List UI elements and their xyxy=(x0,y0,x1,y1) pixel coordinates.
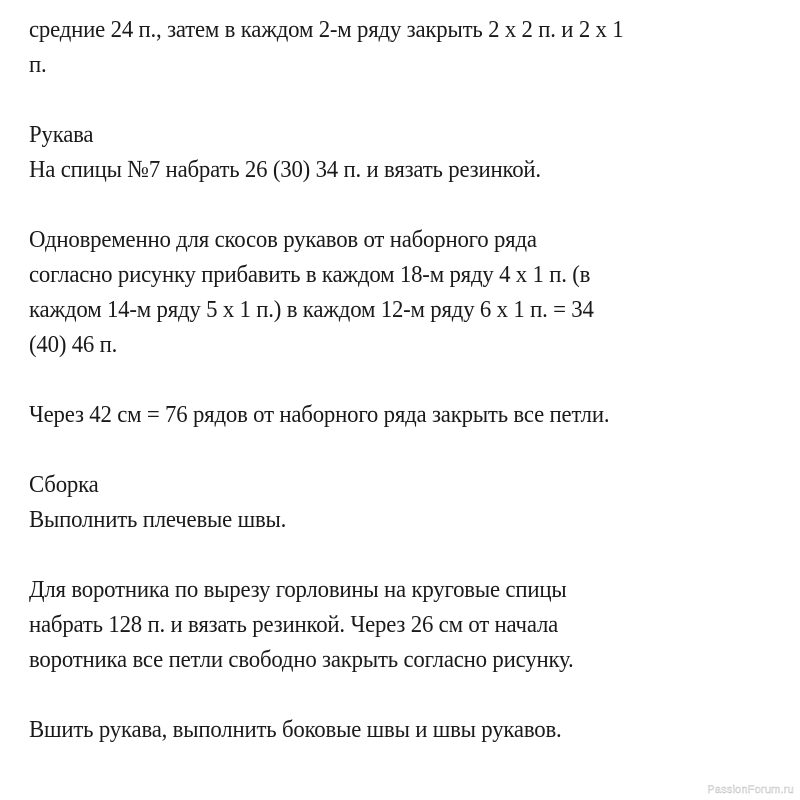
paragraph-spacer xyxy=(29,677,789,712)
watermark: PassionForum.ru xyxy=(707,784,794,796)
paragraph-final-seams xyxy=(29,712,789,747)
paragraph-bind-off xyxy=(29,397,789,432)
text-line: п. xyxy=(29,51,47,78)
text-line: Через 42 см = 76 рядов от наборного ряда закрыть все петли. xyxy=(29,401,610,428)
paragraph-spacer xyxy=(29,537,789,572)
paragraph-decreases xyxy=(29,12,789,82)
text-line: согласно рисунку прибавить в каждом 18-м ряду 4 x 1 п. (в xyxy=(29,261,591,288)
section-heading-assembly: Сборка xyxy=(29,471,99,498)
text-line: Вшить рукава, выполнить боковые швы и швы рукавов. xyxy=(29,716,562,743)
document-page xyxy=(29,12,789,747)
text-line: каждом 14-м ряду 5 x 1 п.) в каждом 12-м ряду 6 x 1 п. = 34 xyxy=(29,296,594,323)
section-assembly xyxy=(29,467,789,537)
section-heading-sleeves: Рукава xyxy=(29,121,94,148)
text-line: (40) 46 п. xyxy=(29,331,118,358)
text-line: На спицы №7 набрать 26 (30) 34 п. и вязать резинкой. xyxy=(29,156,541,183)
paragraph-spacer xyxy=(29,362,789,397)
text-line: Одновременно для скосов рукавов от наборного ряда xyxy=(29,226,537,253)
paragraph-spacer xyxy=(29,187,789,222)
paragraph-spacer xyxy=(29,82,789,117)
text-line: средние 24 п., затем в каждом 2-м ряду закрыть 2 x 2 п. и 2 x 1 xyxy=(29,16,624,43)
paragraph-sleeve-increases xyxy=(29,222,789,362)
text-line: Для воротника по вырезу горловины на круговые спицы xyxy=(29,576,567,603)
text-line: Выполнить плечевые швы. xyxy=(29,506,287,533)
paragraph-spacer xyxy=(29,432,789,467)
text-line: набрать 128 п. и вязать резинкой. Через 26 см от начала xyxy=(29,611,559,638)
section-sleeves xyxy=(29,117,789,187)
paragraph-collar xyxy=(29,572,789,677)
text-line: воротника все петли свободно закрыть согласно рисунку. xyxy=(29,646,574,673)
